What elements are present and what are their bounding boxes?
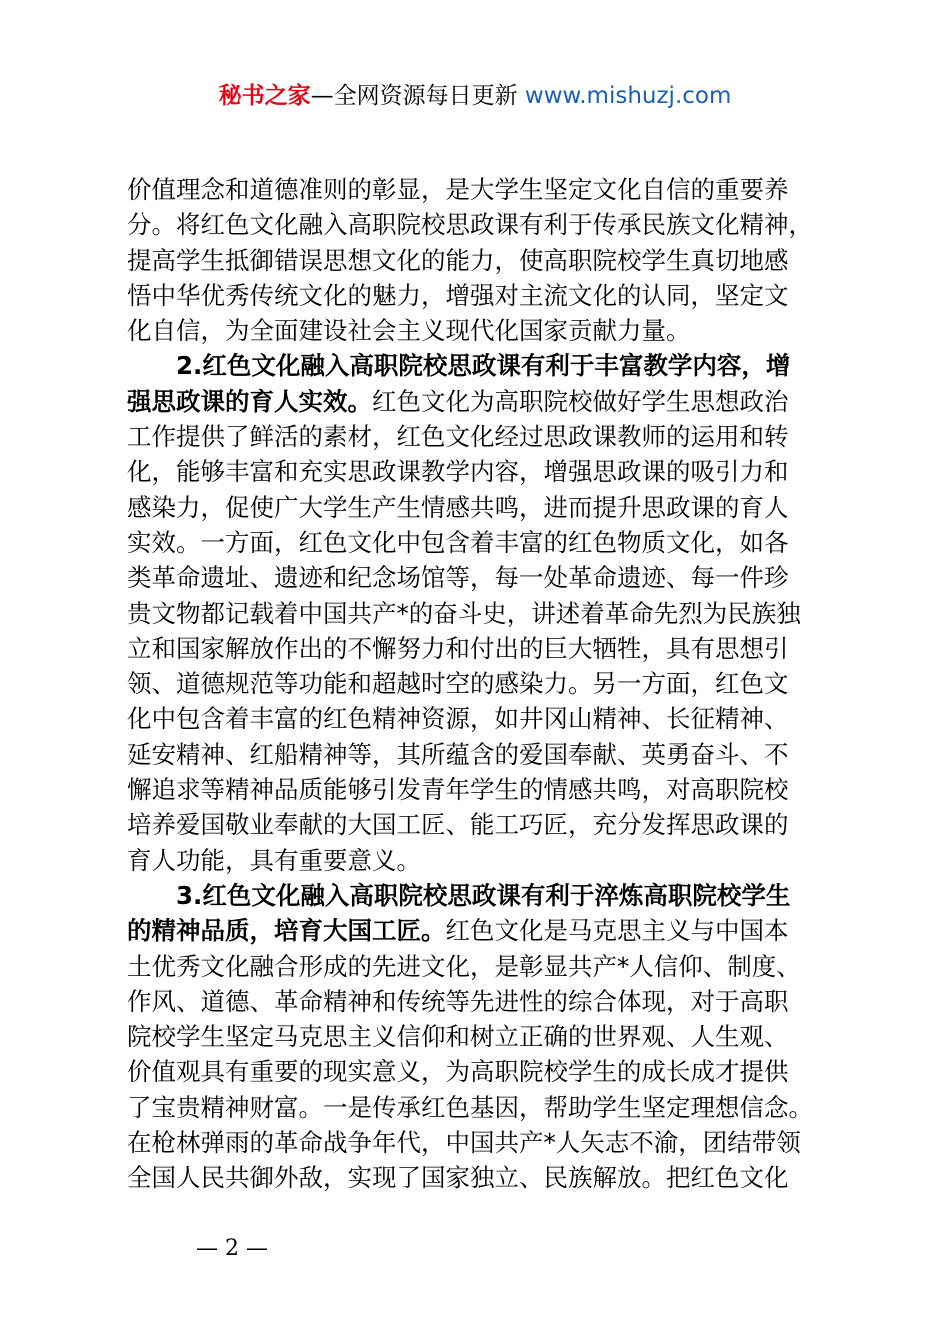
text-line: 全国人民共御外敌，实现了国家独立、民族解放。把红色文化: [127, 1163, 789, 1193]
text-line: 化中包含着丰富的红色精神资源，如井冈山精神、长征精神、: [127, 704, 789, 734]
text-line: 化，能够丰富和充实思政课教学内容，增强思政课的吸引力和: [127, 457, 789, 487]
text-line: 化自信，为全面建设社会主义现代化国家贡献力量。: [127, 316, 691, 346]
text-line: 工作提供了鲜活的素材，红色文化经过思政课教师的运用和转: [127, 422, 789, 452]
header-tagline: —全网资源每日更新: [310, 83, 525, 109]
text-line: 院校学生坚定马克思主义信仰和树立正确的世界观、人生观、: [127, 1022, 789, 1052]
text-line: 育人功能，具有重要意义。: [127, 845, 421, 875]
text-line: 分。将红色文化融入高职院校思政课有利于传承民族文化精神，: [127, 210, 813, 240]
paragraph-heading-end: 的精神品质，培育大国工匠。: [127, 916, 446, 946]
text-line: 懈追求等精神品质能够引发青年学生的情感共鸣，对高职院校: [127, 775, 789, 805]
text-line: 土优秀文化融合形成的先进文化，是彰显共产*人信仰、制度、: [127, 951, 801, 981]
brand-name: 秘书之家: [218, 83, 311, 109]
document-body: [127, 172, 837, 1196]
text-line: 培养爱国敬业奉献的大国工匠、能工巧匠，充分发挥思政课的: [127, 810, 789, 840]
text-line: 提高学生抵御错误思想文化的能力，使高职院校学生真切地感: [127, 245, 789, 275]
site-url[interactable]: www.mishuzj.com: [524, 83, 732, 109]
page-number: — 2 —: [196, 1236, 268, 1261]
text-run: 红色文化是马克思主义与中国本: [445, 916, 789, 946]
text-line: [127, 913, 837, 948]
paragraph-heading: 2.红色文化融入高职院校思政课有利于丰富教学内容，增: [176, 351, 791, 381]
text-run: 红色文化为高职院校做好学生思想政治: [372, 386, 789, 416]
text-line: 实效。一方面，红色文化中包含着丰富的红色物质文化，如各: [127, 527, 789, 557]
text-line: 价值理念和道德准则的彰显，是大学生坚定文化自信的重要养: [127, 175, 789, 204]
text-line: 了宝贵精神财富。一是传承红色基因，帮助学生坚定理想信念。: [127, 1092, 813, 1122]
text-line: 领、道德规范等功能和超越时空的感染力。另一方面，红色文: [127, 669, 789, 699]
text-line: 价值观具有重要的现实意义，为高职院校学生的成长成才提供: [127, 1057, 789, 1087]
text-line: 悟中华优秀传统文化的魅力，增强对主流文化的认同，坚定文: [127, 280, 789, 310]
text-line: 在枪林弹雨的革命战争年代，中国共产*人矢志不渝，团结带领: [127, 1128, 801, 1158]
paragraph-heading: 3.红色文化融入高职院校思政课有利于淬炼高职院校学生: [176, 880, 791, 910]
text-line: 类革命遗址、遗迹和纪念场馆等，每一处革命遗迹、每一件珍: [127, 563, 789, 593]
text-line: 作风、道德、革命精神和传统等先进性的综合体现，对于高职: [127, 986, 789, 1016]
text-line: 感染力，促使广大学生产生情感共鸣，进而提升思政课的育人: [127, 492, 789, 522]
site-header: [0, 80, 950, 112]
text-line: 延安精神、红船精神等，其所蕴含的爱国奉献、英勇奋斗、不: [127, 739, 789, 769]
paragraph-heading-end: 强思政课的育人实效。: [127, 386, 372, 416]
text-line: 贵文物都记载着中国共产*的奋斗史，讲述着革命先烈为民族独: [127, 598, 801, 628]
text-line: 立和国家解放作出的不懈努力和付出的巨大牺牲，具有思想引: [127, 633, 789, 663]
text-line: [127, 384, 837, 419]
